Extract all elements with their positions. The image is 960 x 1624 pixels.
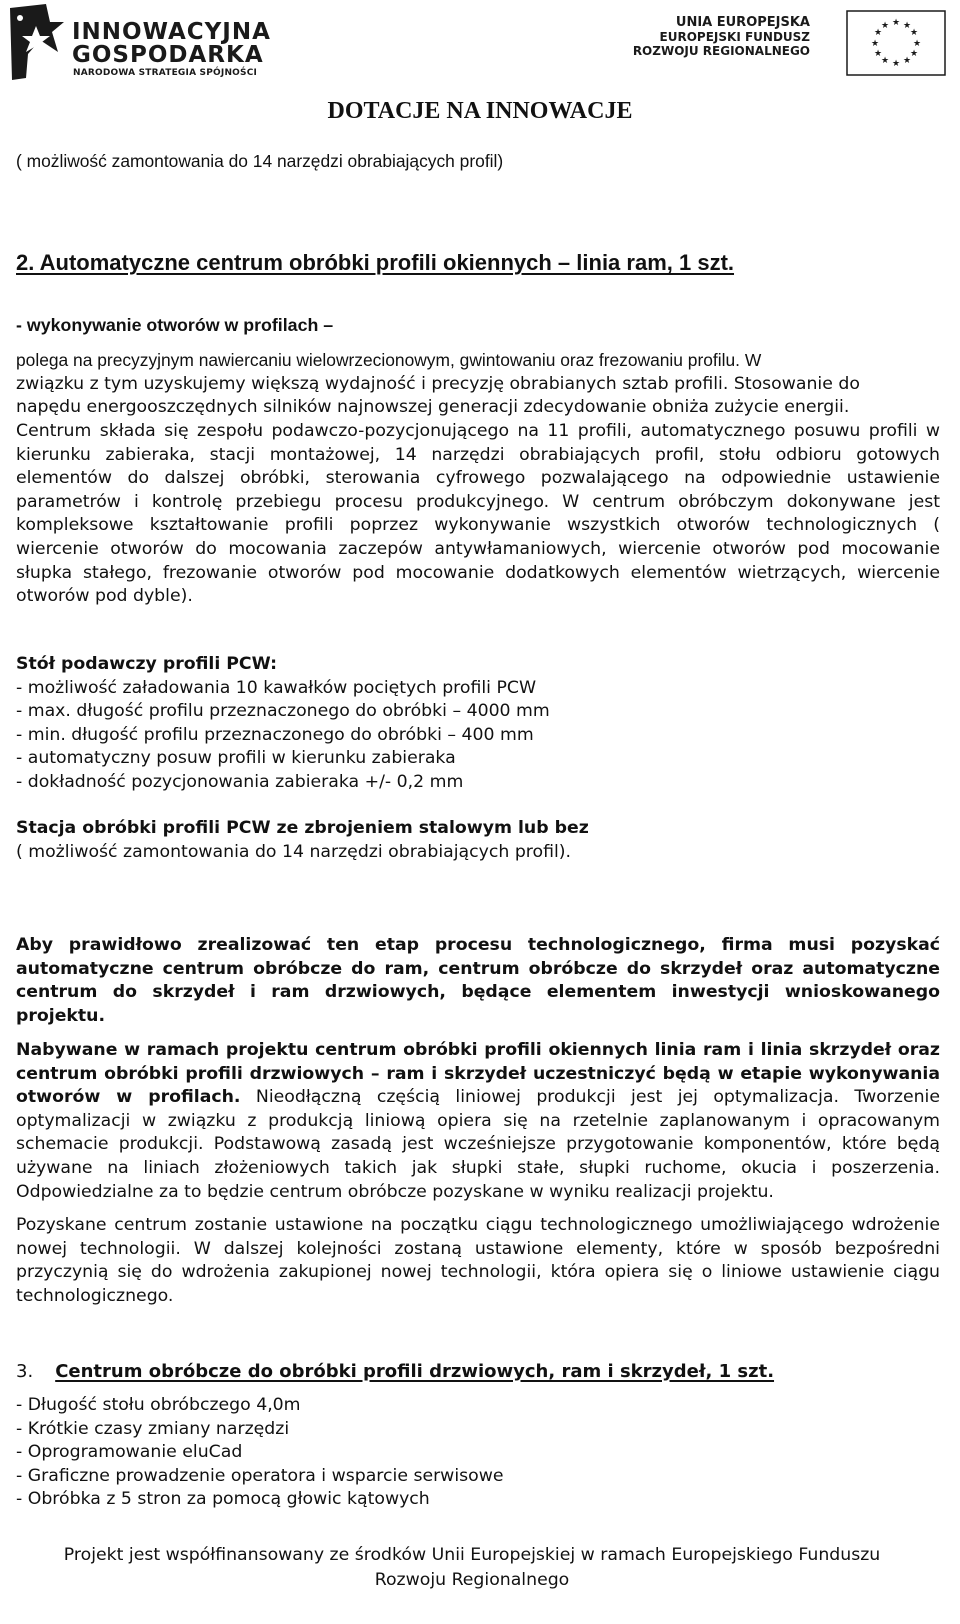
section-3-item: - Krótkie czasy zmiany narzędzi <box>16 1418 290 1439</box>
feed-table-item: - min. długość profilu przeznaczonego do obróbki – 400 mm <box>16 724 534 745</box>
svg-text:★: ★ <box>873 49 883 59</box>
eu-logo-line-1: UNIA EUROPEJSKA <box>675 15 810 30</box>
section-2-line-2: związku z tym uzyskujemy większą wydajność i precyzję obrabianych sztab profili. Stosowanie do <box>16 374 860 394</box>
intro-line: ( możliwość zamontowania do 14 narzędzi obrabiających profil) <box>16 151 504 171</box>
document-title: DOTACJE NA INNOWACJE <box>327 98 633 124</box>
section-3-list <box>16 1394 940 1512</box>
page-header <box>0 0 960 92</box>
section-3-heading-row <box>16 1360 774 1383</box>
section-3-heading: Centrum obróbcze do obróbki profili drzwiowych, ram i skrzydeł, 1 szt. <box>55 1361 775 1382</box>
section-2-heading: 2. Automatyczne centrum obróbki profili okiennych – linia ram, 1 szt. <box>16 250 735 275</box>
mixed-paragraph <box>16 1039 940 1204</box>
feed-table-item: - max. długość profilu przeznaczonego do obróbki – 4000 mm <box>16 701 550 722</box>
section-3-item: - Oprogramowanie eluCad <box>16 1442 243 1463</box>
bold-paragraph: Aby prawidłowo zrealizować ten etap procesu technologicznego, firma musi pozyskać automatyczne centrum obróbcze do ram, centrum obróbcze do skrzydeł oraz automatyczne centrum do skrzydeł i ram drzwiowych, będące elementem inwestycji wnioskowanego projektu. <box>16 935 940 1026</box>
section-2-subheading: - wykonywanie otworów w profilach – <box>16 315 334 335</box>
section-3-number: 3. <box>16 1361 34 1382</box>
page-footer <box>0 1543 944 1593</box>
eu-logo-line-2: EUROPEJSKI FUNDUSZ <box>659 30 810 44</box>
section-3-item: - Długość stołu obróbczego 4,0m <box>16 1395 301 1415</box>
section-3-item: - Graficzne prowadzenie operatora i wsparcie serwisowe <box>16 1465 504 1486</box>
svg-text:★: ★ <box>873 28 883 38</box>
feed-table-item: - możliwość załadowania 10 kawałków pociętych profili PCW <box>16 677 537 698</box>
mixed-paragraph-normal: Nieodłączną częścią liniowej produkcji jest jej optymalizacja. Tworzenie optymalizacji w związku z produkcją liniową opiera się na rzetelnie zaplanowanym i opracowanym schemacie produkcji. Podstawową zasadą jest wcześniejsze przygotowanie komponentów, które będą używane na liniach złożeniowych takich jak słupki stałe, słupki ruchome, okucia i poszerzenia. Odpowiedzialne za to będzie centrum obróbcze pozyskane w wyniku realizacji projektu. <box>16 1087 940 1202</box>
svg-text:★: ★ <box>870 39 880 49</box>
logo-line-1: INNOWACYJNA <box>72 19 271 45</box>
footer-line-1: Projekt jest współfinansowany ze środków Unii Europejskiej w ramach Europejskiego Funduszu <box>63 1545 881 1565</box>
feed-table-item: - dokładność pozycjonowania zabieraka +/- 0,2 mm <box>16 771 464 792</box>
logo-line-2: GOSPODARKA <box>72 42 264 68</box>
station-heading: Stacja obróbki profili PCW ze zbrojeniem stalowym lub bez <box>16 818 589 838</box>
section-2-paragraph: Centrum składa się zespołu podawczo-pozycjonującego na 11 profili, automatycznego posuwu profili w kierunku zabieraka, stacji montażowej, 14 narzędzi obrabiających profil, stołu odbioru gotowych elementów do dalszej obróbki, sterowania cyfrowego pozwalającego na odpowiednie ustawienie parametrów i kontrolę przebiegu procesu produkcyjnego. W centrum obróbczym dokonywane jest kompleksowe kształtowanie profili poprzez wykonywanie wszystkich otworów technologicznych ( wiercenie otworów do mocowania zaczepów antywłamaniowych, wiercenie otworów pod mocowanie słupka stałego, frezowanie otworów pod mocowanie dodatkowych elementów wietrzących, wiercenie otworów pod dyble). <box>16 421 940 607</box>
innowacyjna-gospodarka-logo <box>6 2 276 82</box>
svg-text:★: ★ <box>902 21 912 31</box>
eu-logo <box>632 10 950 74</box>
svg-text:★: ★ <box>909 28 919 38</box>
svg-text:★: ★ <box>891 18 901 28</box>
logo-subtitle: NARODOWA STRATEGIA SPÓJNOŚCI <box>73 68 258 78</box>
svg-text:★: ★ <box>909 49 919 59</box>
eu-logo-line-3: ROZWOJU REGIONALNEGO <box>632 44 810 58</box>
feed-table-item: - automatyczny posuw profili w kierunku zabieraka <box>16 748 456 769</box>
eu-logo-text <box>633 16 810 58</box>
station-section <box>16 817 940 864</box>
feed-table-section <box>16 653 940 795</box>
station-line: ( możliwość zamontowania do 14 narzędzi obrabiających profil). <box>16 841 572 862</box>
svg-text:★: ★ <box>912 39 922 49</box>
svg-text:★: ★ <box>880 21 890 31</box>
section-3-item: - Obróbka z 5 stron za pomocą głowic kątowych <box>16 1489 430 1510</box>
feed-table-heading: Stół podawczy profili PCW: <box>16 654 278 674</box>
mixed-paragraph-bold: Nabywane w ramach projektu centrum obróbki profili okiennych linia ram i linia skrzydeł oraz centrum obróbki profili drzwiowych – ram i skrzydeł uczestniczyć będą w etapie wykonywania otworów w profilach. <box>16 1040 940 1108</box>
section-2-line-1: polega na precyzyjnym nawiercaniu wielowrzecionowym, gwintowaniu oraz frezowaniu profilu. W <box>16 350 762 370</box>
pozyskane-paragraph: Pozyskane centrum zostanie ustawione na początku ciągu technologicznego umożliwiającego wdrożenie nowej technologii. W dalszej kolejności zostaną ustawione elementy, które w sposób bezpośredni przyczynią się do wdrożenia zakupionej nowej technologii, która opiera się o liniowe ustawienie ciągu technologicznego. <box>16 1215 940 1306</box>
section-2-line-3: napędu energooszczędnych silników najnowszej generacji zdecydowanie obniża zużycie energii. <box>16 397 850 417</box>
eu-flag-icon <box>846 10 946 76</box>
footer-line-2: Rozwoju Regionalnego <box>374 1570 570 1590</box>
svg-text:★: ★ <box>880 56 890 66</box>
star-figure-logo-icon <box>6 2 66 82</box>
svg-text:★: ★ <box>902 56 912 66</box>
svg-text:★: ★ <box>891 59 901 69</box>
